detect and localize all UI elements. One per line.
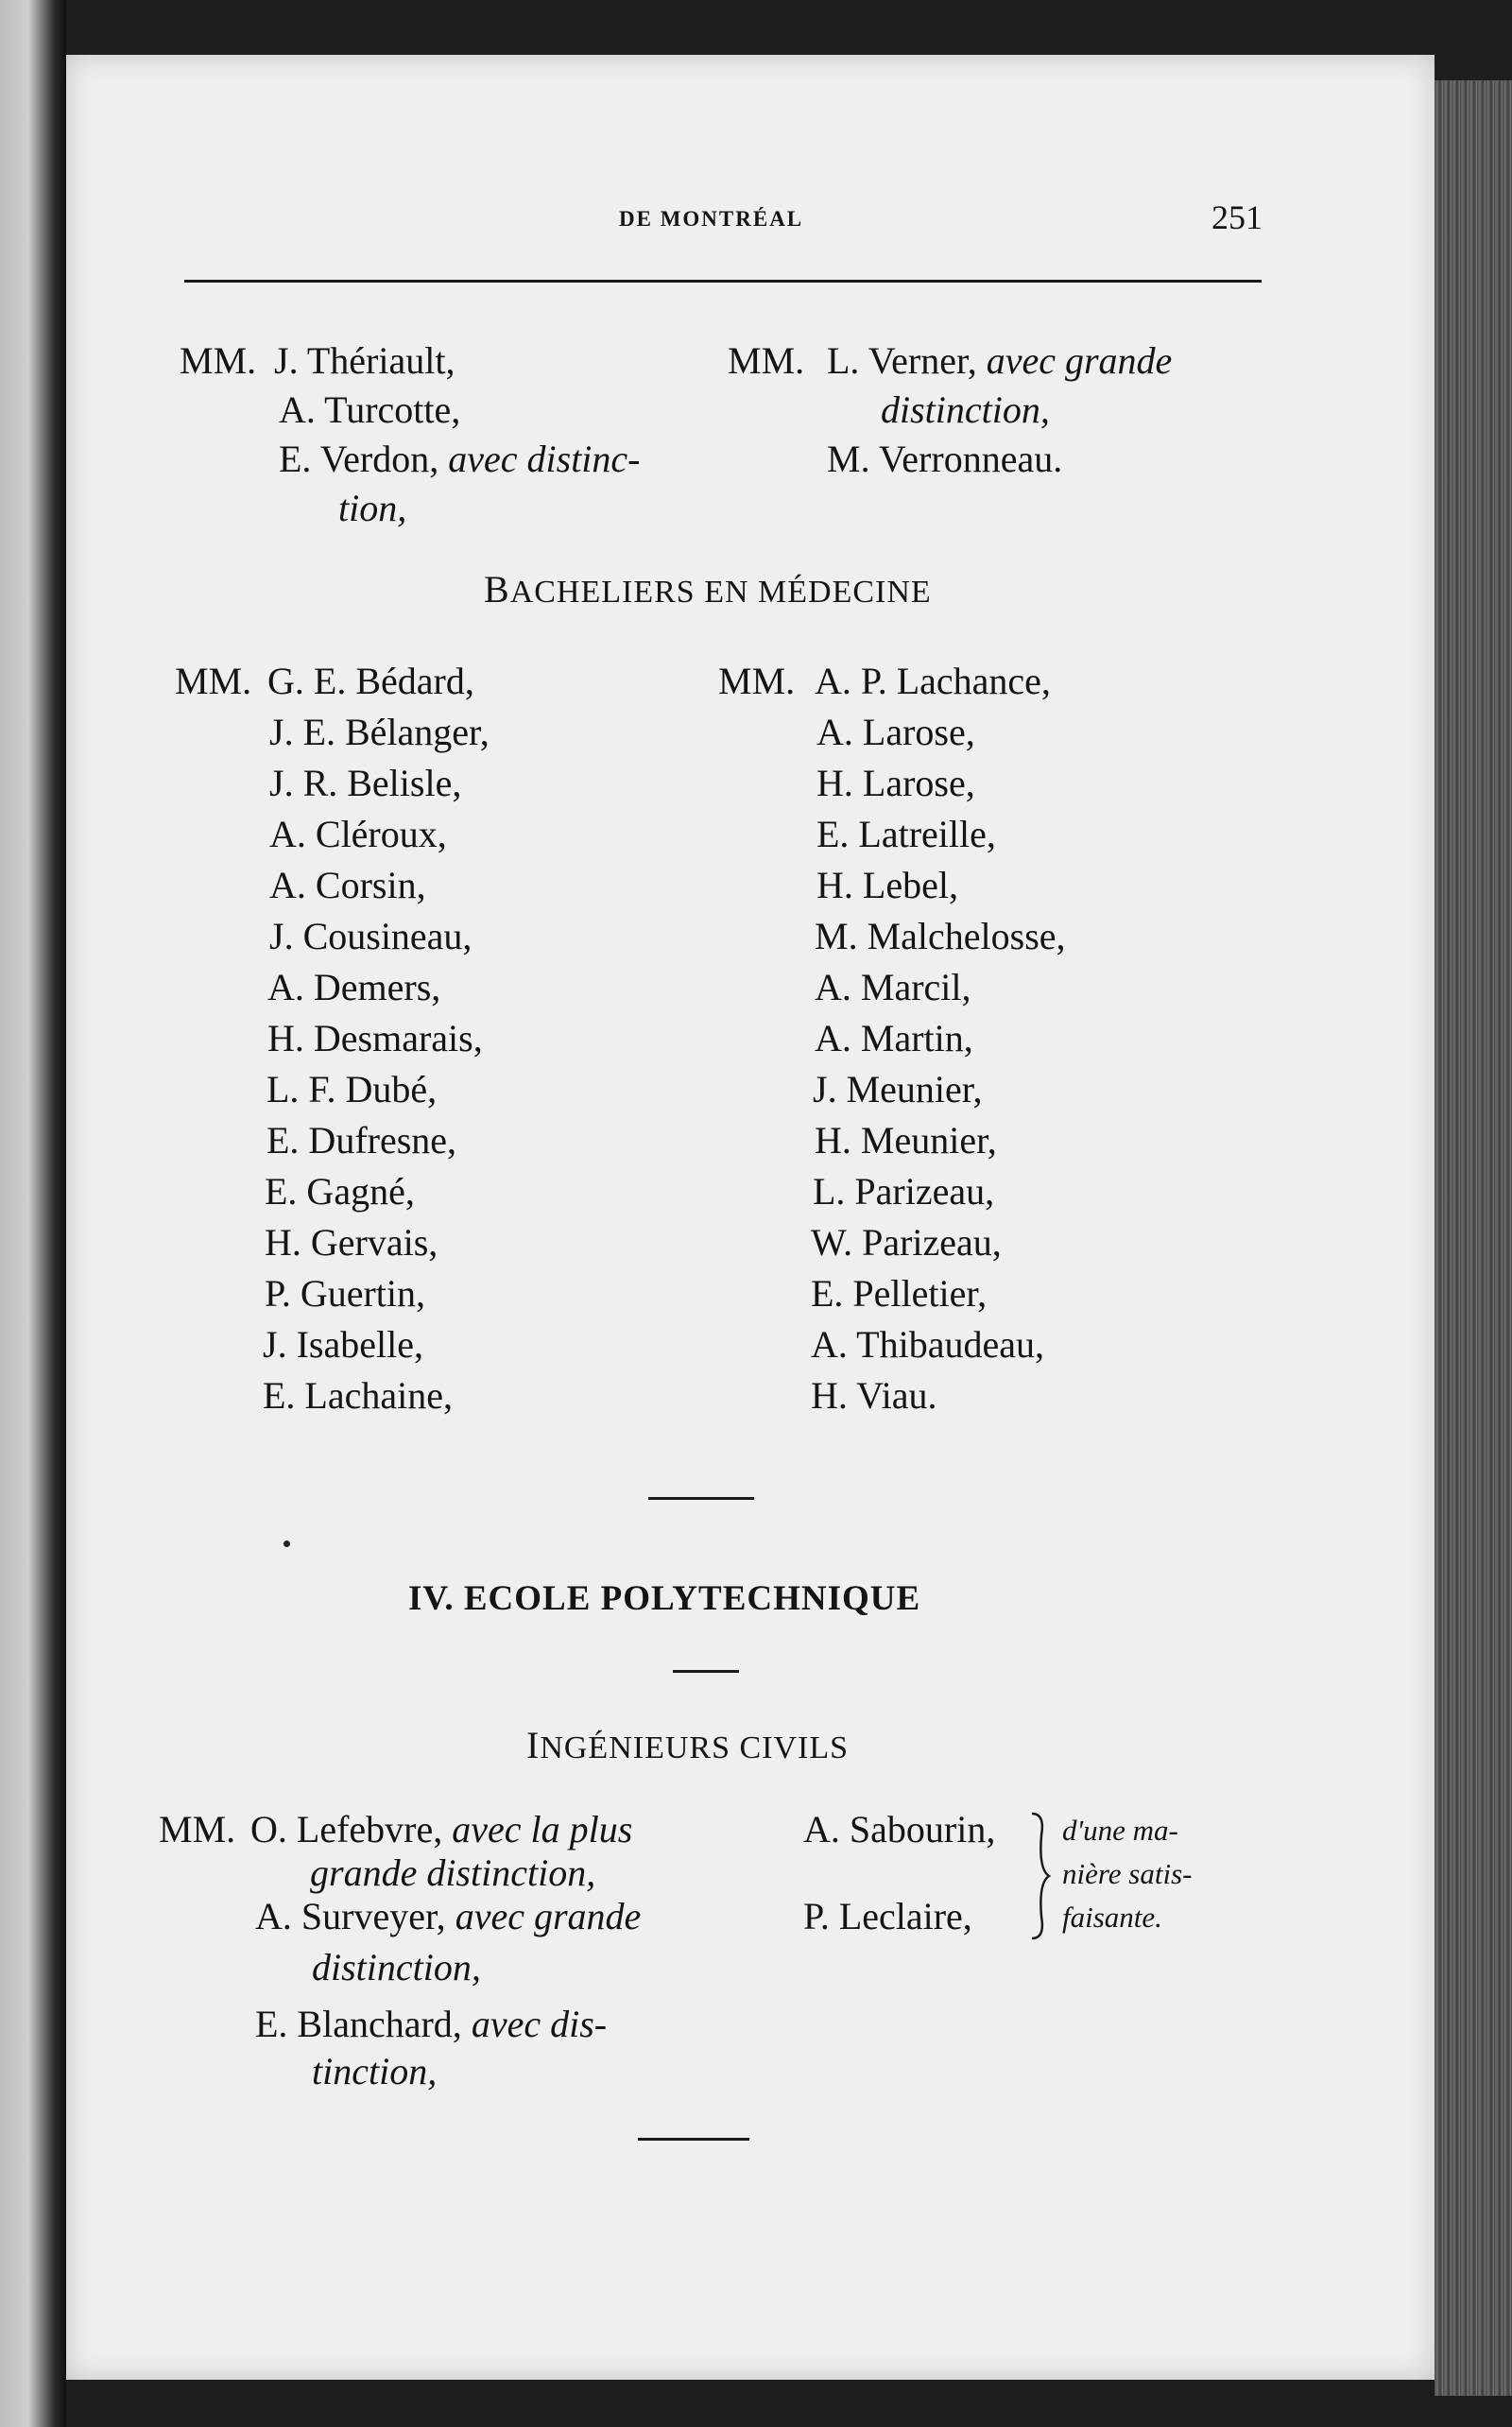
list-item: H. Meunier, — [815, 1119, 997, 1162]
list-item: O. Lefebvre, avec la plus — [250, 1808, 633, 1850]
list-item: A. Cléroux, — [269, 813, 447, 855]
list-item: A. Surveyer, avec grande — [255, 1895, 642, 1937]
page-number: 251 — [1211, 198, 1263, 236]
list-item: E. Pelletier, — [811, 1272, 988, 1315]
running-title: DE MONTRÉAL — [619, 207, 804, 231]
section-title: IV. ECOLE POLYTECHNIQUE — [408, 1579, 921, 1618]
list-item: H. Lebel, — [816, 864, 958, 906]
list-item: H. Larose, — [816, 762, 975, 804]
list-item: H. Gervais, — [265, 1221, 438, 1264]
list-item: E. Latreille, — [816, 813, 996, 855]
list-item: H. Desmarais, — [267, 1017, 483, 1059]
list-item: E. Lachaine, — [263, 1374, 453, 1417]
list-item: J. Isabelle, — [263, 1323, 423, 1366]
mm-prefix: MM. — [728, 339, 805, 382]
list-item: P. Leclaire, — [803, 1895, 972, 1937]
list-item: E. Blanchard, avec dis- — [255, 2003, 608, 2045]
list-item: A. Marcil, — [815, 966, 971, 1008]
adjacent-page-edge — [0, 0, 66, 2427]
honor-note: tion, — [338, 487, 407, 529]
list-item: J. Thériault, — [274, 339, 455, 382]
honor-note: grande distinction, — [310, 1851, 596, 1894]
mm-prefix: MM. — [159, 1808, 236, 1850]
section-heading: INGÉNIEURS CIVILS — [526, 1724, 850, 1766]
list-item: A. Thibaudeau, — [811, 1323, 1044, 1366]
list-item: M. Verronneau. — [827, 438, 1063, 480]
curly-brace-icon — [1028, 1811, 1053, 1941]
mm-prefix: MM. — [180, 339, 257, 382]
group-note-line: nière satis- — [1062, 1857, 1193, 1890]
list-item: J. E. Bélanger, — [269, 711, 490, 753]
list-item: P. Guertin, — [265, 1272, 425, 1315]
list-item: E. Verdon, avec distinc- — [279, 438, 641, 480]
print-speck — [284, 1541, 290, 1547]
list-item: G. E. Bédard, — [267, 660, 474, 702]
list-item: A. Turcotte, — [279, 388, 461, 431]
list-item: W. Parizeau, — [811, 1221, 1002, 1264]
group-note-line: d'une ma- — [1062, 1814, 1178, 1847]
list-item: E. Gagné, — [265, 1170, 415, 1213]
page-stack-edge — [1435, 80, 1512, 2396]
honor-note: distinction, — [881, 388, 1050, 431]
honor-note: tinction, — [312, 2050, 438, 2092]
list-item: J. Meunier, — [813, 1068, 983, 1110]
group-note-line: faisante. — [1062, 1901, 1162, 1934]
list-item: A. P. Lachance, — [815, 660, 1051, 702]
section-divider — [648, 1497, 754, 1500]
list-item: J. R. Belisle, — [269, 762, 462, 804]
section-divider — [638, 2138, 749, 2141]
section-divider — [673, 1670, 739, 1673]
header-rule — [184, 280, 1262, 283]
section-heading: BACHELIERS EN MÉDECINE — [484, 568, 932, 611]
mm-prefix: MM. — [718, 660, 796, 702]
list-item: J. Cousineau, — [269, 915, 472, 957]
list-item: L. Verner, avec grande — [827, 339, 1173, 382]
mm-prefix: MM. — [175, 660, 252, 702]
honor-note: distinction, — [312, 1946, 481, 1988]
list-item: L. F. Dubé, — [266, 1068, 438, 1110]
list-item: A. Larose, — [816, 711, 975, 753]
list-item: E. Dufresne, — [266, 1119, 457, 1162]
list-item: H. Viau. — [811, 1374, 937, 1417]
list-item: A. Corsin, — [269, 864, 426, 906]
list-item: L. Parizeau, — [813, 1170, 995, 1213]
list-item: A. Sabourin, — [803, 1808, 996, 1850]
list-item: A. Martin, — [815, 1017, 973, 1059]
list-item: A. Demers, — [267, 966, 441, 1008]
list-item: M. Malchelosse, — [815, 915, 1066, 957]
